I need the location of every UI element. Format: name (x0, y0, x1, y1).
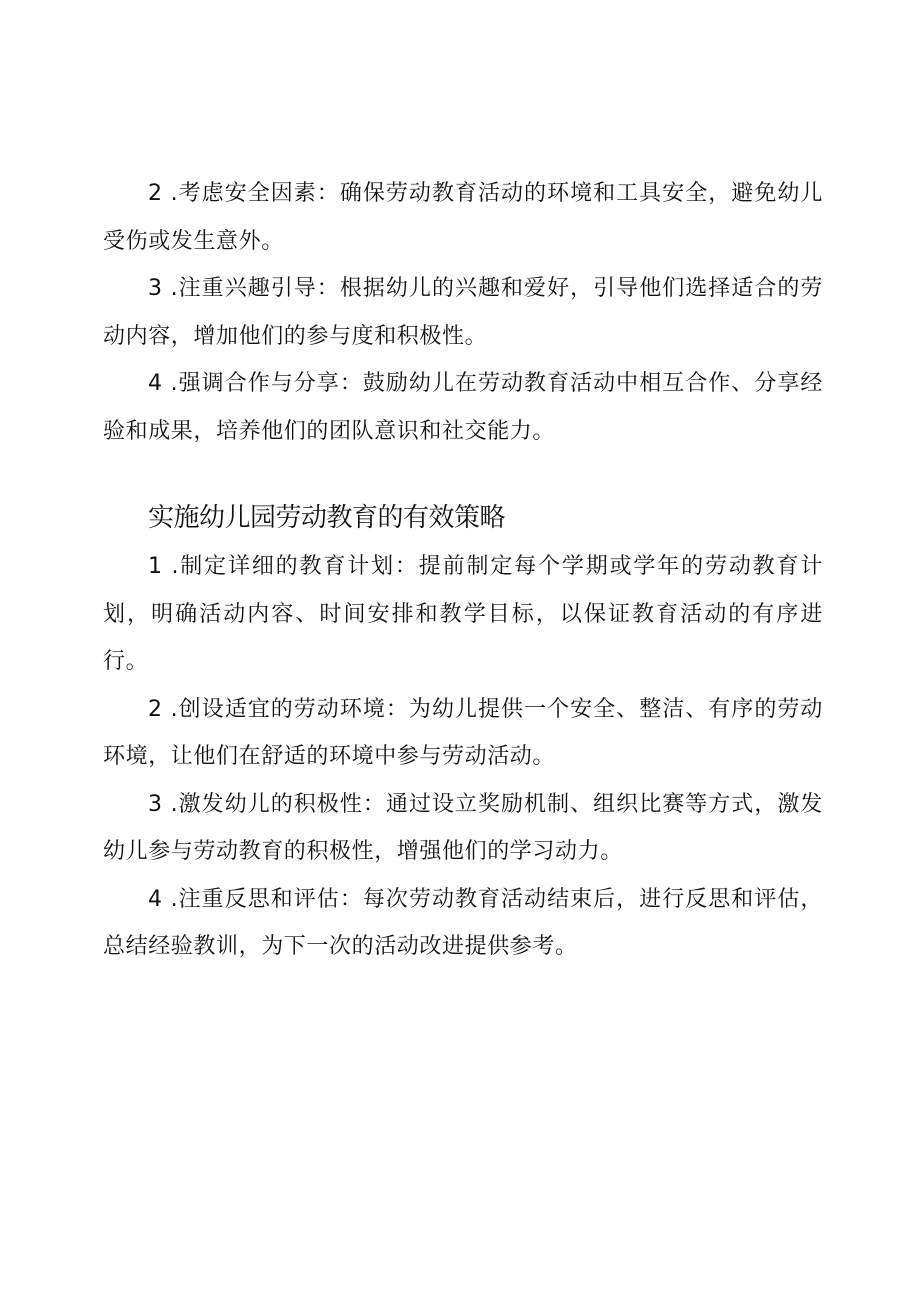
paragraph-item: 3 .注重兴趣引导：根据幼儿的兴趣和爱好，引导他们选择适合的劳动内容，增加他们的参与度和积极性。 (103, 276, 823, 349)
section-spacer (103, 455, 823, 493)
paragraph-item: 2 .创设适宜的劳动环境：为幼儿提供一个安全、整洁、有序的劳动环境，让他们在舒适的环境中参与劳动活动。 (103, 696, 823, 769)
paragraph-item: 4 .强调合作与分享：鼓励幼儿在劳动教育活动中相互合作、分享经验和成果，培养他们的团队意识和社交能力。 (103, 371, 823, 444)
section-heading: 实施幼儿园劳动教育的有效策略 (148, 503, 506, 533)
paragraph-item: 4 .注重反思和评估：每次劳动教育活动结束后，进行反思和评估，总结经验教训，为下一次的活动改进提供参考。 (103, 886, 823, 959)
document-body (103, 170, 823, 971)
paragraph-item: 3 .激发幼儿的积极性：通过设立奖励机制、组织比赛等方式，激发幼儿参与劳动教育的积极性，增强他们的学习动力。 (103, 791, 823, 864)
paragraph-item: 1 .制定详细的教育计划：提前制定每个学期或学年的劳动教育计划，明确活动内容、时间安排和教学目标，以保证教育活动的有序进行。 (103, 554, 823, 674)
paragraph-item: 2 .考虑安全因素：确保劳动教育活动的环境和工具安全，避免幼儿受伤或发生意外。 (103, 181, 823, 254)
